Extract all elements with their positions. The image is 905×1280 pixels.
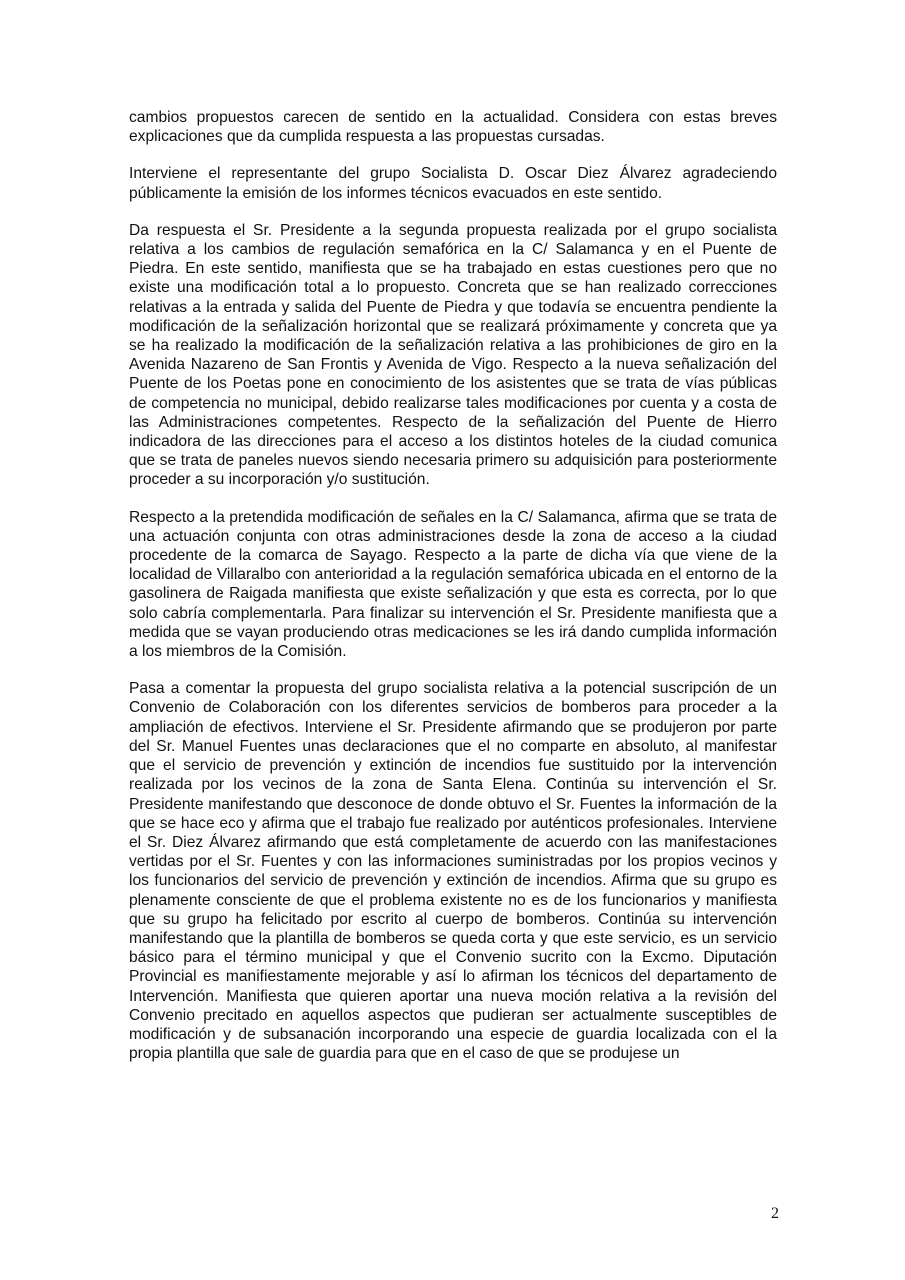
paragraph: cambios propuestos carecen de sentido en la actualidad. Considera con estas breves explicaciones que da cumplida respuesta a las propuestas cursadas. <box>129 109 777 146</box>
body-text <box>129 108 777 1081</box>
paragraph: Interviene el representante del grupo Socialista D. Oscar Diez Álvarez agradeciendo públicamente la emisión de los informes técnicos evacuados en este sentido. <box>129 165 777 202</box>
paragraph: Da respuesta el Sr. Presidente a la segunda propuesta realizada por el grupo socialista relativa a los cambios de regulación semafórica en la C/ Salamanca y en el Puente de Piedra. En este sentido, manifiesta que se ha trabajado en estas cuestiones pero que no existe una modificación total a lo propuesto. Concreta que se han realizado correcciones relativas a la entrada y salida del Puente de Piedra y que todavía se encuentra pendiente la modificación de la señalización horizontal que se realizará próximamente y concreta que ya se ha realizado la modificación de la señalización relativa a las prohibiciones de giro en la Avenida Nazareno de San Frontis y Avenida de Vigo. Respecto a la nueva señalización del Puente de los Poetas pone en conocimiento de los asistentes que se trata de vías públicas de competencia no municipal, debido realizarse tales modificaciones por cuenta y a costa de las Administraciones competentes. Respecto de la señalización del Puente de Hierro indicadora de las direcciones para el acceso a los distintos hoteles de la ciudad comunica que se trata de paneles nuevos siendo necesaria primero su adquisición para posteriormente proceder a su incorporación y/o sustitución. <box>129 221 777 489</box>
page-number: 2 <box>771 1205 779 1222</box>
paragraph: Pasa a comentar la propuesta del grupo socialista relativa a la potencial suscripción de un Convenio de Colaboración con los diferentes servicios de bomberos para proceder a la ampliación de efectivos. Interviene el Sr. Presidente afirmando que se produjeron por parte del Sr. Manuel Fuentes unas declaraciones que el no comparte en absoluto, al manifestar que el servicio de prevención y extinción de incendios fue sustituido por la intervención realizada por los vecinos de la zona de Santa Elena. Continúa su intervención el Sr. Presidente manifestando que desconoce de donde obtuvo el Sr. Fuentes la información de la que se hace eco y afirma que el trabajo fue realizado por auténticos profesionales. Interviene el Sr. Diez Álvarez afirmando que está completamente de acuerdo con las manifestaciones vertidas por el Sr. Fuentes y con las informaciones suministradas por los propios vecinos y los funcionarios del servicio de prevención y extinción de incendios. Afirma que su grupo es plenamente consciente de que el problema existente no es de los funcionarios y manifiesta que su grupo ha felicitado por escrito al cuerpo de bomberos. Continúa su intervención manifestando que la plantilla de bomberos se queda corta y que este servicio, es un servicio básico para el término municipal y que el Convenio sucrito con la Excmo. Diputación Provincial es manifiestamente mejorable y así lo afirman los técnicos del departamento de Intervención. Manifiesta que quieren aportar una nueva moción relativa a la revisión del Convenio precitado en aquellos aspectos que pudieran ser actualmente susceptibles de modificación y de subsanación incorporando una especie de guardia localizada con el la propia plantilla que sale de guardia para que en el caso de que se produjese un <box>129 680 777 1063</box>
paragraph: Respecto a la pretendida modificación de señales en la C/ Salamanca, afirma que se trata de una actuación conjunta con otras administraciones desde la zona de acceso a la ciudad procedente de la comarca de Sayago. Respecto a la parte de dicha vía que viene de la localidad de Villaralbo con anterioridad a la regulación semafórica ubicada en el entorno de la gasolinera de Raigada manifiesta que existe señalización y que esta es correcta, por lo que solo cabría complementarla. Para finalizar su intervención el Sr. Presidente manifiesta que a medida que se vayan produciendo otras medicaciones se les irá dando cumplida información a los miembros de la Comisión. <box>129 508 777 661</box>
